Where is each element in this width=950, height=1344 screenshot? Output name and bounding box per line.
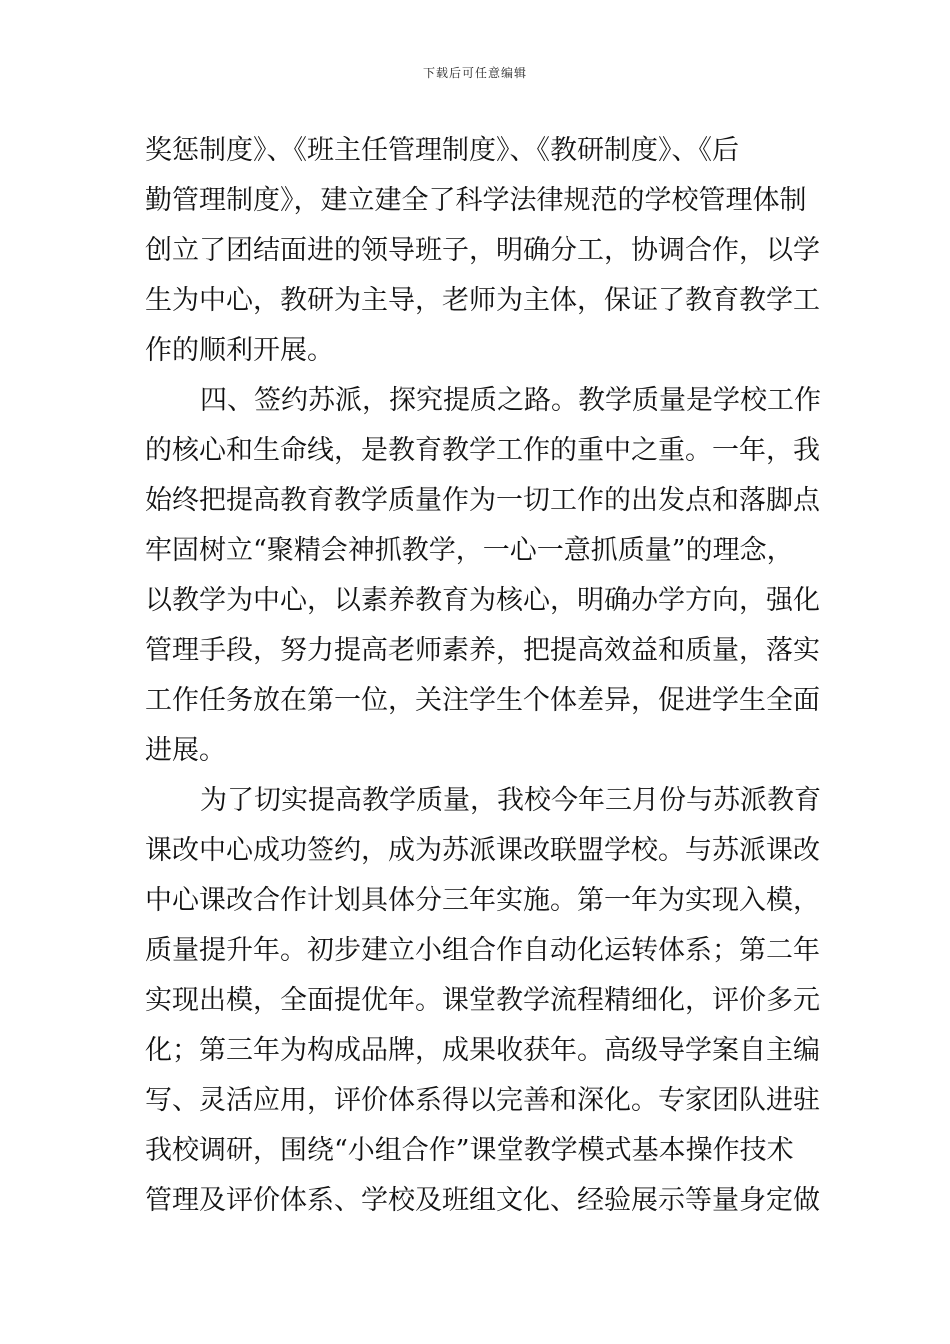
text-line: 为了切实提高教学质量，我校今年三月份与苏派教育 [200,785,821,816]
text-line: 的核心和生命线，是教育教学工作的重中之重。一年，我 [145,435,820,466]
text-line: 创立了团结面进的领导班子，明确分工，协调合作，以学 [145,235,820,266]
text-line: 中心课改合作计划具体分三年实施。第一年为实现入模， [145,885,820,916]
text-line: 课改中心成功签约，成为苏派课改联盟学校。与苏派课改 [145,835,820,866]
text-line: 四、签约苏派，探究提质之路。教学质量是学校工作 [200,385,821,416]
paragraph-1 [145,126,820,376]
paragraph-3 [145,776,821,1226]
text-line: 化；第三年为构成品牌，成果收获年。高级导学案自主编 [145,1035,820,1066]
text-line: 作的顺利开展。 [145,335,334,366]
text-line: 质量提升年。初步建立小组合作自动化运转体系；第二年 [145,935,820,966]
text-line: 我校调研，围绕“小组合作”课堂教学模式基本操作技术 [145,1135,794,1166]
text-line: 工作任务放在第一位，关注学生个体差异，促进学生全面 [145,685,820,716]
text-line: 以教学为中心，以素养教育为核心，明确办学方向，强化 [145,585,820,616]
page-header: 下载后可任意编辑 [422,66,527,80]
text-line: 奖惩制度》、《班主任管理制度》、《教研制度》、《后 [145,135,739,166]
text-line: 管理手段，努力提高老师素养，把提高效益和质量，落实 [145,635,820,666]
text-line: 写、灵活应用，评价体系得以完善和深化。专家团队进驻 [145,1085,820,1116]
text-line: 管理及评价体系、学校及班组文化、经验展示等量身定做 [145,1185,820,1216]
text-line: 勤管理制度》，建立建全了科学法律规范的学校管理体制 [145,185,807,216]
text-line: 进展。 [145,735,226,766]
document-body [145,126,821,1226]
text-line: 生为中心，教研为主导，老师为主体，保证了教育教学工 [145,285,820,316]
text-line: 牢固树立“聚精会神抓教学，一心一意抓质量”的理念， [145,535,794,566]
text-line: 实现出模，全面提优年。课堂教学流程精细化，评价多元 [145,985,820,1016]
paragraph-2 [145,376,821,776]
text-line: 始终把提高教育教学质量作为一切工作的出发点和落脚点 [145,485,820,516]
